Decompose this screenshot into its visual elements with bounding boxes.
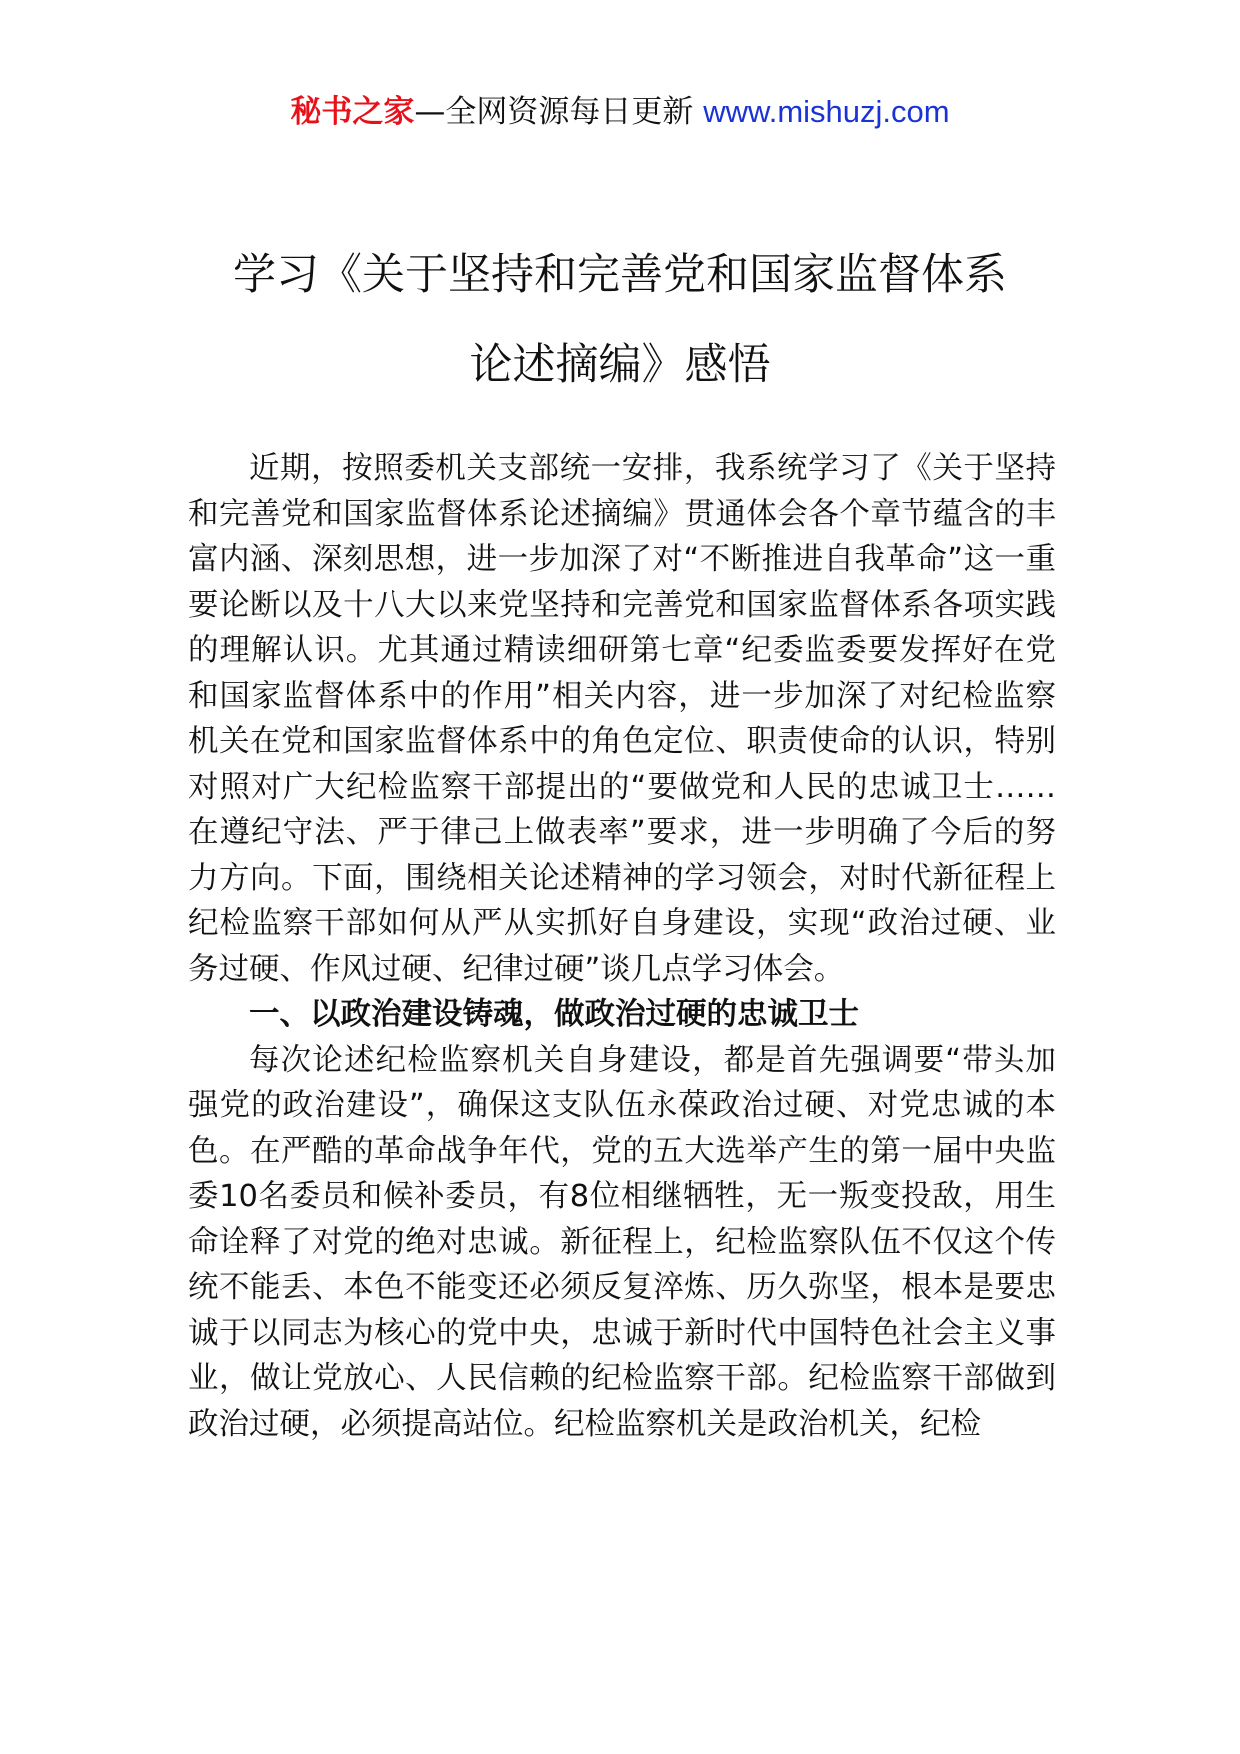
- paragraph-intro: 近期，按照委机关支部统一安排，我系统学习了《关于坚持和完善党和国家监督体系论述摘编》贯通体会各个章节蕴含的丰富内涵、深刻思想，进一步加深了对“不断推进自我革命”这一重要论断以及十八大以来党坚持和完善党和国家监督体系各项实践的理解认识。尤其通过精读细研第七章“纪委监委要发挥好在党和国家监督体系中的作用”相关内容，进一步加深了对纪检监察机关在党和国家监督体系中的角色定位、职责使命的认识，特别对照对广大纪检监察干部提出的“要做党和人民的忠诚卫士……在遵纪守法、严于律己上做表率”要求，进一步明确了今后的努力方向。下面，围绕相关论述精神的学习领会，对时代新征程上纪检监察干部如何从严从实抓好自身建设，实现“政治过硬、业务过硬、作风过硬、纪律过硬”谈几点学习体会。: [188, 451, 1056, 987]
- title-line-1: 学习《关于坚持和完善党和国家监督体系: [233, 250, 1007, 300]
- brand-name: 秘书之家: [290, 94, 415, 130]
- document-title: [120, 230, 1120, 410]
- section-heading-1: 一、以政治建设铸魂，做政治过硬的忠诚卫士: [249, 997, 859, 1032]
- document-body: [188, 446, 1056, 1447]
- site-url-link[interactable]: www.mishuzj.com: [703, 94, 950, 129]
- header-tagline: —全网资源每日更新: [414, 94, 704, 130]
- site-header: [0, 92, 1240, 132]
- paragraph-section-1: 每次论述纪检监察机关自身建设，都是首先强调要“带头加强党的政治建设”，确保这支队伍永葆政治过硬、对党忠诚的本色。在严酷的革命战争年代，党的五大选举产生的第一届中央监委10名委员和候补委员，有8位相继牺牲，无一叛变投敌，用生命诠释了对党的绝对忠诚。新征程上，纪检监察队伍不仅这个传统不能丢、本色不能变还必须反复淬炼、历久弥坚，根本是要忠诚于以同志为核心的党中央，忠诚于新时代中国特色社会主义事业，做让党放心、人民信赖的纪检监察干部。纪检监察干部做到政治过硬，必须提高站位。纪检监察机关是政治机关，纪检: [188, 1042, 1056, 1442]
- title-line-2: 论述摘编》感悟: [469, 340, 771, 390]
